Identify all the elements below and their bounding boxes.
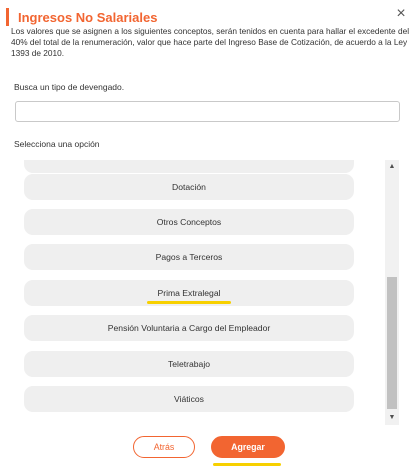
option-label: Otros Conceptos bbox=[156, 217, 222, 227]
search-input[interactable] bbox=[15, 101, 400, 122]
option-teletrabajo[interactable] bbox=[24, 351, 354, 377]
close-icon[interactable]: × bbox=[396, 5, 406, 22]
scroll-thumb[interactable] bbox=[387, 277, 397, 409]
option-prima-extralegal[interactable] bbox=[24, 280, 354, 306]
option-otros-conceptos[interactable] bbox=[24, 209, 354, 235]
option-label: Dotación bbox=[172, 182, 206, 192]
option-label: Pagos a Terceros bbox=[155, 252, 223, 262]
add-button[interactable]: Agregar bbox=[211, 436, 285, 458]
search-label: Busca un tipo de devengado. bbox=[14, 82, 125, 92]
option-label: Teletrabajo bbox=[167, 359, 211, 369]
options-scrollbar[interactable] bbox=[385, 160, 399, 425]
dialog-title: Ingresos No Salariales bbox=[18, 9, 158, 25]
option-dotacion[interactable] bbox=[24, 174, 354, 200]
scroll-down-icon[interactable]: ▼ bbox=[388, 414, 396, 421]
option-pension-voluntaria[interactable] bbox=[24, 315, 354, 341]
dialog-header bbox=[6, 8, 157, 26]
options-label: Selecciona una opción bbox=[14, 139, 100, 149]
option-label: Viáticos bbox=[174, 394, 204, 404]
back-button[interactable]: Atrás bbox=[133, 436, 195, 458]
option-partial[interactable] bbox=[24, 160, 354, 173]
option-viaticos[interactable] bbox=[24, 386, 354, 412]
option-label: Prima Extralegal bbox=[157, 288, 221, 298]
scroll-up-icon[interactable]: ▲ bbox=[388, 163, 396, 170]
option-pagos-terceros[interactable] bbox=[24, 244, 354, 270]
option-label: Pensión Voluntaria a Cargo del Empleador bbox=[107, 323, 271, 333]
options-list bbox=[12, 160, 376, 424]
add-button-highlight bbox=[213, 463, 281, 466]
dialog-description: Los valores que se asignen a los siguientes conceptos, serán tenidos en cuenta para hallar el excedente del 40% del total de la renumeración, valor que hace parte del Ingreso Base de Cotización, de acuerdo a la Ley 1393 de 2010. bbox=[11, 26, 410, 58]
